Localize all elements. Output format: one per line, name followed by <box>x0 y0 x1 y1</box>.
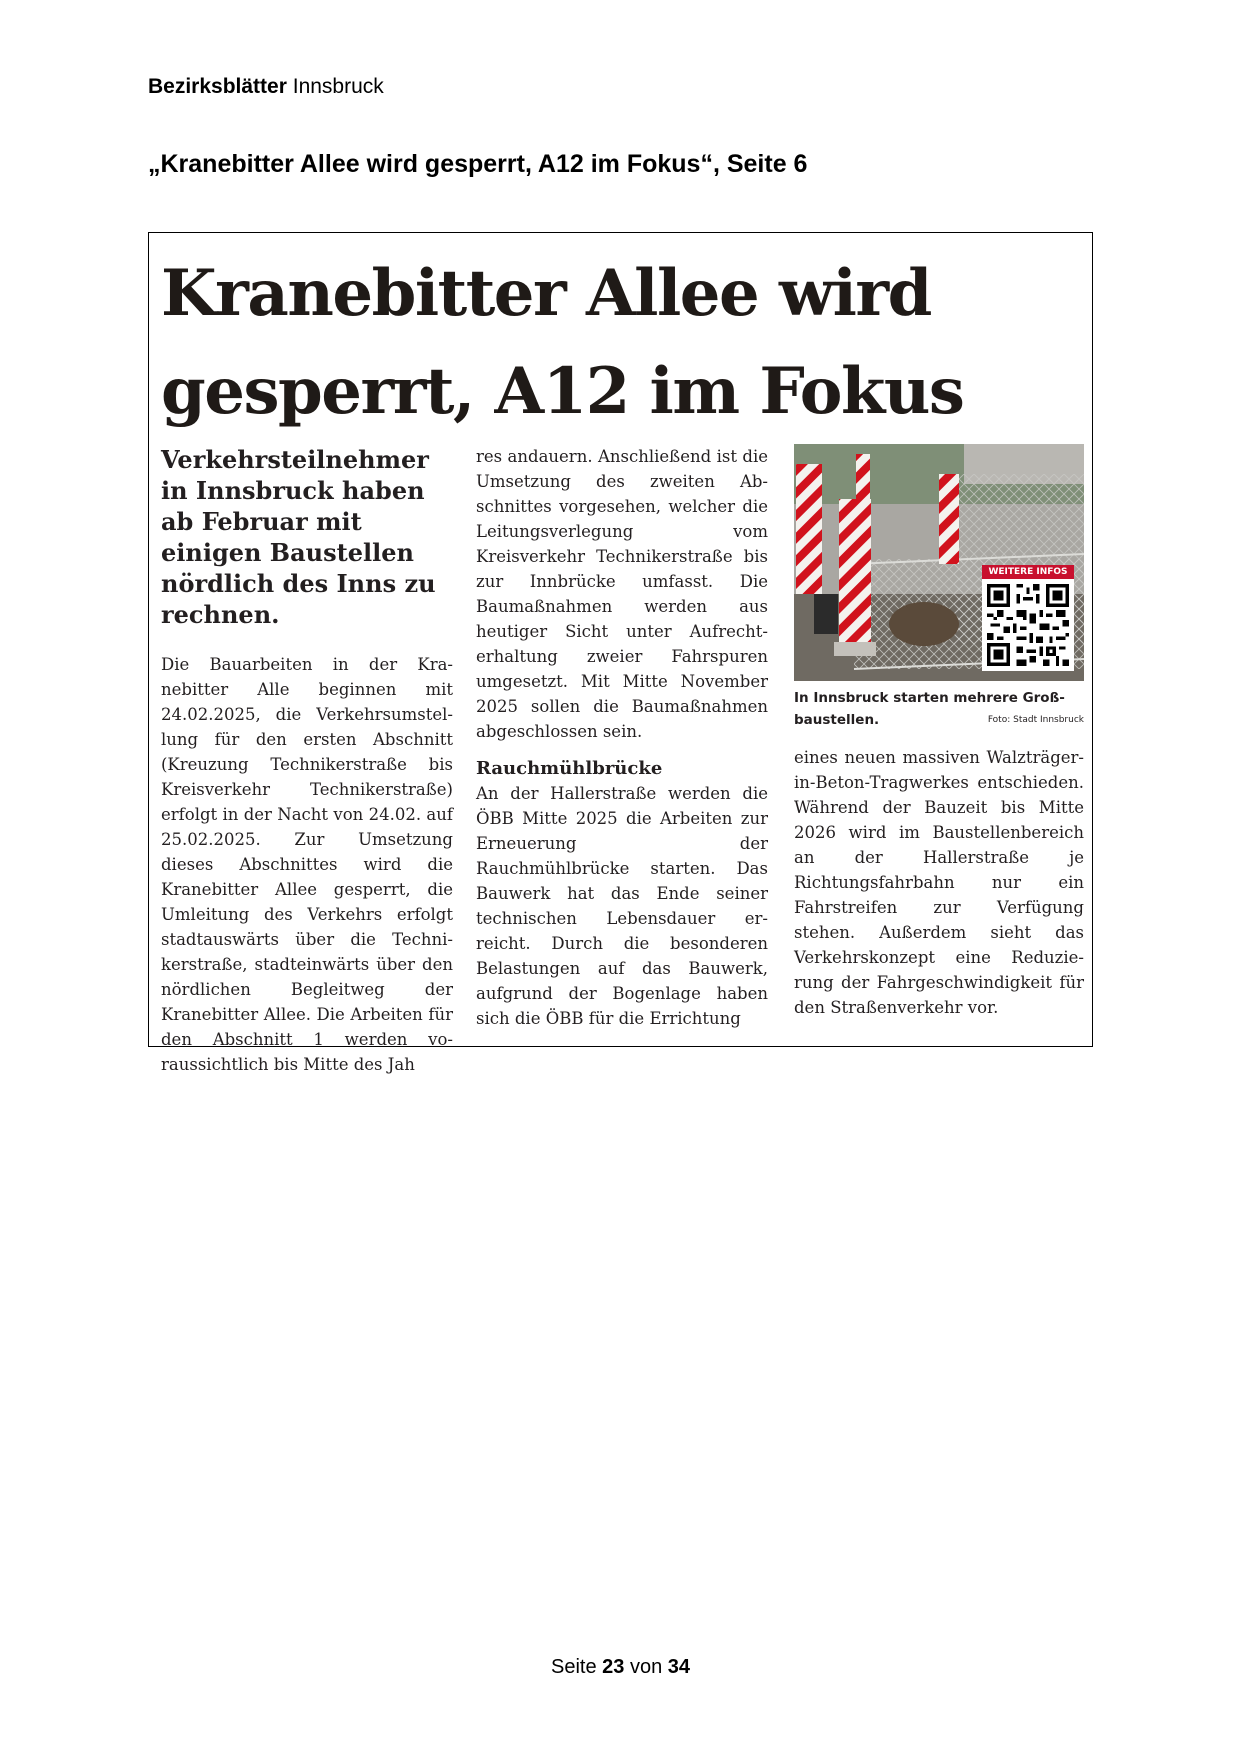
article-headline: Kranebitter Allee wird gesperrt, A12 im Fokus <box>161 256 964 429</box>
page-number-middle: von <box>629 1656 663 1678</box>
article-clipping <box>148 232 1093 1074</box>
photo-credit: Foto: Stadt Innsbruck <box>987 715 1084 725</box>
article-column-1 <box>161 444 453 1077</box>
article-body-col3: eines neuen massiven Walzträger-in-Beton-Tragwerkes entschieden. Während der Bauzeit bis Mitte 2026 wird im Baustellenbereich an der Hallerstraße je Richtungsfahrbahn nur ein Fahrstreifen zur Verfügung stehen. Außerdem sieht das Verkehrskonzept eine Reduzierung der Fahrgeschwindigkeit für den Straßenverkehr vor. <box>794 748 1084 1017</box>
article-body-col1: Die Bauarbeiten in der Kranebitter Alle beginnen mit 24.02.2025, die Verkehrsumstellung für den ersten Abschnitt (Kreuzung Technikerstraße bis Kreisverkehr Technikerstraße) erfolgt in der Nacht von 24.02. auf 25.02.2025. Zur Umsetzung dieses Abschnittes wird die Kranebitter Allee gesperrt, die Umleitung des Verkehrs erfolgt stadtauswärts über die Technikerstraße, stadteinwärts über den nördlichen Begleitweg der Kranebitter Allee. Die Arbeiten für den Abschnitt 1 werden voraussichtlich bis Mitte des Jah <box>161 655 453 1074</box>
clip-title: „Kranebitter Allee wird gesperrt, A12 im Fokus“, Seite 6 <box>148 150 808 178</box>
page-number <box>0 1656 1241 1679</box>
page-number-prefix: Seite <box>550 1656 597 1678</box>
qr-code-box[interactable] <box>982 565 1074 671</box>
qr-code-icon[interactable] <box>987 584 1069 666</box>
page-header <box>148 74 384 100</box>
article-subhead: Rauchmühlbrücke <box>476 758 663 779</box>
article-column-2 <box>476 444 768 1031</box>
photo-caption <box>794 687 1084 731</box>
page-number-current: 23 <box>602 1656 625 1678</box>
qr-label: WEITERE INFOS <box>982 565 1074 579</box>
article-body-col2-continued: An der Hallerstraße werden die ÖBB Mitte 2025 die Arbeiten zur Erneuerung der Rauchmühlbrücke starten. Das Bauwerk hat das Ende seiner technischen Lebensdauer erreicht. Durch die besonderen Belastungen auf das Bauwerk, aufgrund der Bogenlage haben sich die ÖBB für die Errichtung <box>476 784 768 1028</box>
publication-region: Innsbruck <box>292 75 384 98</box>
article-lead: Verkehrsteilnehmer in Innsbruck haben ab Februar mit einigen Baustellen nördlich des Inns zu rechnen. <box>161 445 436 629</box>
article-body-col2: res andauern. Anschließend ist die Umsetzung des zweiten Abschnittes vorgesehen, welcher die Leitungsverlegung vom Kreisverkehr Technikerstraße bis zur Innbrücke umfasst. Die Baumaßnahmen werden aus heutiger Sicht unter Aufrechterhaltung zweier Fahrspuren umgesetzt. Mit Mitte November 2025 sollen die Baumaßnahmen abgeschlossen sein. <box>476 447 768 741</box>
construction-photo <box>794 444 1084 681</box>
photo-caption-text: In Innsbruck starten mehrere Großbaustellen. <box>794 690 1065 728</box>
article-column-3 <box>794 444 1084 1020</box>
publication-name: Bezirksblätter <box>148 75 287 98</box>
page-number-total: 34 <box>667 1656 691 1678</box>
